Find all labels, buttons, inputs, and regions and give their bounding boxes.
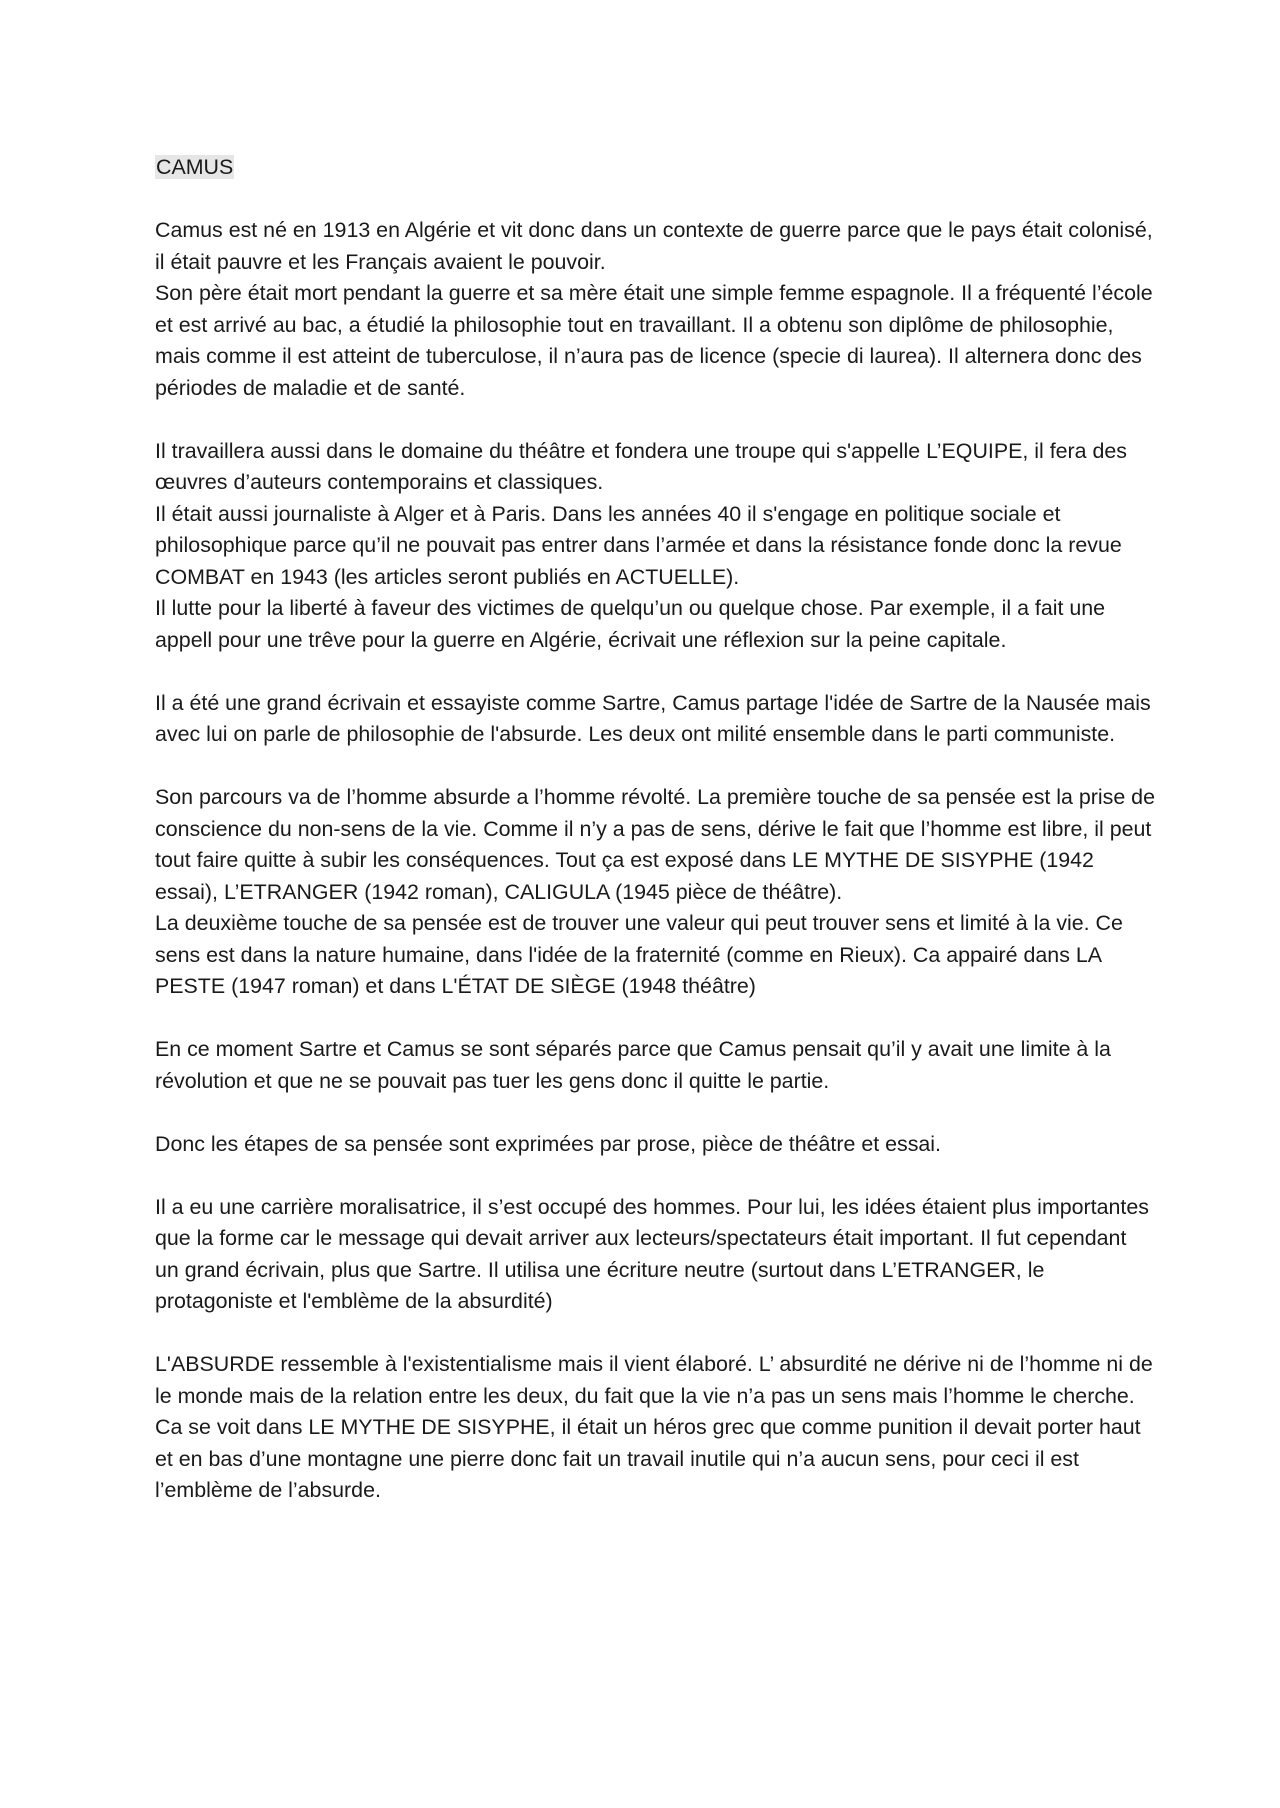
document-title: CAMUS xyxy=(156,155,234,179)
paragraph-gap xyxy=(155,404,1155,436)
paragraph-journalism: Il était aussi journaliste à Alger et à Paris. Dans les années 40 il s'engage en politique sociale et philosophique parce qu’il ne pouvait pas entrer dans l’armée et dans la résistance fonde donc la revue COMBAT en 1943 (les articles seront publiés en ACTUELLE). xyxy=(155,501,1122,589)
paragraph-stages: Donc les étapes de sa pensée sont exprimées par prose, pièce de théâtre et essai. xyxy=(155,1131,941,1156)
paragraph-absurd-man: Son parcours va de l’homme absurde a l’homme révolté. La première touche de sa pensée est la prise de conscience du non-sens de la vie. Comme il n’y a pas de sens, dérive le fait que l’homme est libre, il peut tout faire quitte à subir les conséquences. Tout ça est exposé dans LE MYTHE DE SISYPHE (1942 essai), L’ETRANGER (1942 roman), CALIGULA (1945 pièce de théâtre). xyxy=(155,785,1155,904)
document-body xyxy=(155,152,1155,1507)
paragraph-writer: Il a été une grand écrivain et essayiste comme Sartre, Camus partage l'idée de Sartre de la Nausée mais avec lui on parle de philosophie de l'absurde. Les deux ont milité ensemble dans le parti communiste. xyxy=(155,690,1151,746)
paragraph-theatre: Il travaillera aussi dans le domaine du théâtre et fondera une troupe qui s'appelle L’EQUIPE, il fera des œuvres d’auteurs contemporains et classiques. xyxy=(155,438,1127,494)
paragraph-birth: Camus est né en 1913 en Algérie et vit donc dans un contexte de guerre parce que le pays était colonisé, il était pauvre et les Français avaient le pouvoir. xyxy=(155,218,1153,274)
paragraph-gap xyxy=(155,1097,1155,1129)
paragraph-gap xyxy=(155,656,1155,688)
paragraph-gap xyxy=(155,751,1155,783)
title-line xyxy=(155,152,1155,184)
paragraph-gap xyxy=(155,1318,1155,1350)
paragraph-career: Il a eu une carrière moralisatrice, il s’est occupé des hommes. Pour lui, les idées étaient plus importantes que la forme car le message qui devait arriver aux lecteurs/spectateurs était important. Il fut cependant un grand écrivain, plus que Sartre. Il utilisa une écriture neutre (surtout dans L’ETRANGER, le protagoniste et l'emblème de la absurdité) xyxy=(155,1194,1149,1313)
paragraph-absurd: L'ABSURDE ressemble à l'existentialisme mais il vient élaboré. L’ absurdité ne dérive ni de l’homme ni de le monde mais de la relation entre les deux, du fait que la vie n’a pas un sens mais l’homme le cherche. xyxy=(155,1352,1153,1408)
paragraph-gap xyxy=(155,1003,1155,1035)
paragraph-second-stage: La deuxième touche de sa pensée est de trouver une valeur qui peut trouver sens et limité à la vie. Ce sens est dans la nature humaine, dans l'idée de la fraternité (comme en Rieux). Ca appairé dans LA PESTE (1947 roman) et dans L'ÉTAT DE SIÈGE (1948 théâtre) xyxy=(155,911,1123,998)
paragraph-freedom: Il lutte pour la liberté à faveur des victimes de quelqu’un ou quelque chose. Par exemple, il a fait une appell pour une trêve pour la guerre en Algérie, écrivait une réflexion sur la peine capitale. xyxy=(155,596,1106,652)
paragraph-gap xyxy=(155,1160,1155,1192)
paragraph-sisyphus: Ca se voit dans LE MYTHE DE SISYPHE, il était un héros grec que comme punition il devait porter haut et en bas d’une montagne une pierre donc fait un travail inutile qui n’a aucun sens, pour ceci il est l’emblème de l’absurde. xyxy=(155,1415,1141,1502)
paragraph-family-studies: Son père était mort pendant la guerre et sa mère était une simple femme espagnole. Il a fréquenté l’école et est arrivé au bac, a étudié la philosophie tout en travaillant. Il a obtenu son diplôme de philosophie, mais comme il est atteint de tuberculose, il n’aura pas de licence (specie di laurea). Il alternera donc des périodes de maladie et de santé. xyxy=(155,281,1153,400)
paragraph-separation: En ce moment Sartre et Camus se sont séparés parce que Camus pensait qu’il y avait une limite à la révolution et que ne se pouvait pas tuer les gens donc il quitte le partie. xyxy=(155,1037,1111,1093)
